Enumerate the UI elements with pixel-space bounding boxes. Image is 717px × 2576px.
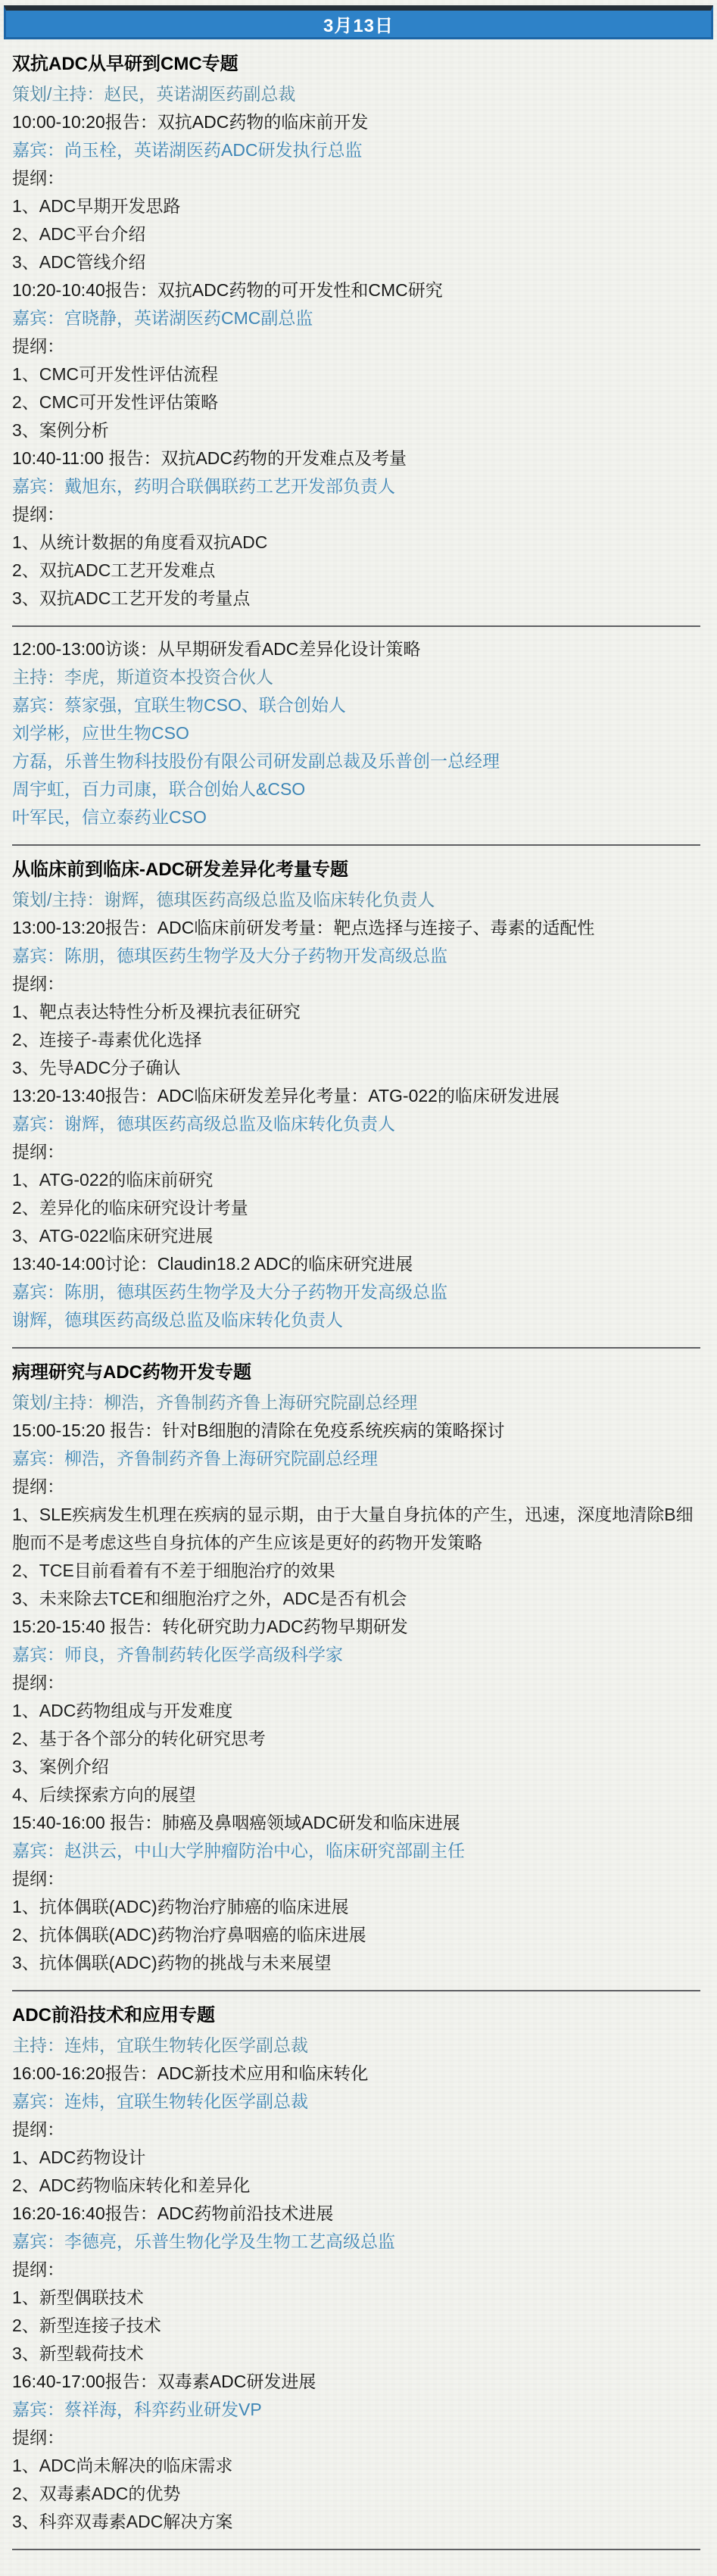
guest-line: 嘉宾：赵洪云，中山大学肿瘤防治中心，临床研究部副主任 <box>12 1841 465 1860</box>
guest-line: 嘉宾：连炜，宜联生物转化医学副总裁 <box>12 2091 308 2111</box>
guest-line: 嘉宾：陈朋，德琪医药生物学及大分子药物开发高级总监 <box>12 946 447 965</box>
outline-label: 提纲： <box>12 504 64 524</box>
outline-item: 3、科弈双毒素ADC解决方案 <box>12 2512 233 2531</box>
outline-item: 3、未来除去TCE和细胞治疗之外，ADC是否有机会 <box>12 1589 407 1608</box>
talk-time-title: 13:20-13:40报告：ADC临床研发差异化考量：ATG-022的临床研发进展 <box>12 1086 560 1106</box>
agenda-content <box>0 39 717 2550</box>
outline-item: 3、案例分析 <box>12 420 109 440</box>
outline-item: 2、ADC平台介绍 <box>12 224 146 244</box>
guest-line: 嘉宾：戴旭东，药明合联偶联药工艺开发部负责人 <box>12 476 395 496</box>
outline-item: 3、ATG-022临床研究进展 <box>12 1226 214 1246</box>
outline-item: 2、连接子-毒素优化选择 <box>12 1030 202 1049</box>
host-line: 策划/主持：柳浩，齐鲁制药齐鲁上海研究院副总经理 <box>12 1392 418 1412</box>
talk-time-title: 16:00-16:20报告：ADC新技术应用和临床转化 <box>12 2063 369 2083</box>
outline-label: 提纲： <box>12 2428 64 2447</box>
talk-time-title: 16:20-16:40报告：ADC药物前沿技术进展 <box>12 2203 334 2223</box>
host-line: 主持：连炜，宜联生物转化医学副总裁 <box>12 2035 308 2055</box>
guest-line: 嘉宾：蔡祥海，科弈药业研发VP <box>12 2400 262 2419</box>
guest-line: 嘉宾：李德亮，乐普生物化学及生物工艺高级总监 <box>12 2231 395 2251</box>
outline-item: 1、从统计数据的角度看双抗ADC <box>12 532 268 552</box>
guest-line: 嘉宾：陈朋，德琪医药生物学及大分子药物开发高级总监 <box>12 1282 447 1302</box>
outline-item: 2、双毒素ADC的优势 <box>12 2484 181 2503</box>
outline-item: 2、差异化的临床研究设计考量 <box>12 1198 248 1218</box>
outline-item: 2、抗体偶联(ADC)药物治疗鼻咽癌的临床进展 <box>12 1925 366 1944</box>
outline-item: 1、靶点表达特性分析及裸抗表征研究 <box>12 1002 301 1021</box>
talk-time-title: 10:20-10:40报告：双抗ADC药物的可开发性和CMC研究 <box>12 280 443 300</box>
outline-label: 提纲： <box>12 1142 64 1162</box>
outline-label: 提纲： <box>12 336 64 356</box>
outline-item: 1、ADC药物设计 <box>12 2147 146 2167</box>
talk-time-title: 15:40-16:00 报告：肺癌及鼻咽癌领域ADC研发和临床进展 <box>12 1813 460 1832</box>
talk-time-title: 15:00-15:20 报告：针对B细胞的清除在免疫系统疾病的策略探讨 <box>12 1421 505 1440</box>
outline-label: 提纲： <box>12 974 64 993</box>
guest-line: 谢辉，德琪医药高级总监及临床转化负责人 <box>12 1310 343 1330</box>
outline-item: 3、先导ADC分子确认 <box>12 1058 181 1077</box>
section-divider <box>12 2549 700 2550</box>
outline-item: 1、ADC早期开发思路 <box>12 196 181 216</box>
date-header-bar <box>4 5 713 39</box>
guest-line: 嘉宾：谢辉，德琪医药高级总监及临床转化负责人 <box>12 1114 395 1134</box>
outline-item: 4、后续探索方向的展望 <box>12 1785 196 1804</box>
talk-time-title: 10:40-11:00 报告：双抗ADC药物的开发难点及考量 <box>12 448 407 468</box>
outline-item: 3、ADC管线介绍 <box>12 252 146 272</box>
section-divider <box>12 625 700 627</box>
talk-time-title: 15:20-15:40 报告：转化研究助力ADC药物早期研发 <box>12 1617 408 1636</box>
guest-line: 嘉宾：宫晓静，英诺湖医药CMC副总监 <box>12 308 313 328</box>
outline-item: 2、新型连接子技术 <box>12 2316 161 2335</box>
talk-time-title: 10:00-10:20报告：双抗ADC药物的临床前开发 <box>12 112 369 132</box>
outline-item: 1、新型偶联技术 <box>12 2288 144 2307</box>
date-header-label: 3月13日 <box>323 16 394 36</box>
outline-item: 1、CMC可开发性评估流程 <box>12 364 219 384</box>
guest-line: 嘉宾：师良，齐鲁制药转化医学高级科学家 <box>12 1645 343 1664</box>
session-title: ADC前沿技术和应用专题 <box>12 2005 215 2026</box>
outline-item: 1、SLE疾病发生机理在疾病的显示期，由于大量自身抗体的产生，迅速，深度地清除B细胞而不是考虑这些自身抗体的产生应该是更好的药物开发策略 <box>12 1505 694 1552</box>
guest-line: 周宇虹，百力司康，联合创始人&CSO <box>12 779 306 799</box>
section-divider <box>12 1990 700 1991</box>
talk-time-title: 16:40-17:00报告：双毒素ADC研发进展 <box>12 2372 316 2391</box>
session-title: 双抗ADC从早研到CMC专题 <box>12 54 238 74</box>
guest-line: 叶军民，信立泰药业CSO <box>12 807 207 827</box>
outline-label: 提纲： <box>12 2259 64 2279</box>
guest-line: 嘉宾：尚玉栓，英诺湖医药ADC研发执行总监 <box>12 140 363 160</box>
outline-item: 1、ADC尚未解决的临床需求 <box>12 2456 233 2475</box>
talk-time-title: 13:00-13:20报告：ADC临床前研发考量：靶点选择与连接子、毒素的适配性 <box>12 918 595 937</box>
section-divider <box>12 1347 700 1349</box>
outline-item: 1、ATG-022的临床前研究 <box>12 1170 214 1190</box>
talk-time-title: 12:00-13:00访谈：从早期研发看ADC差异化设计策略 <box>12 639 421 659</box>
guest-line: 刘学彬，应世生物CSO <box>12 723 189 743</box>
section-divider <box>12 844 700 846</box>
outline-item: 3、抗体偶联(ADC)药物的挑战与未来展望 <box>12 1953 332 1973</box>
session-title: 病理研究与ADC药物开发专题 <box>12 1362 251 1383</box>
outline-item: 3、案例介绍 <box>12 1757 109 1776</box>
session-title: 从临床前到临床-ADC研发差异化考量专题 <box>12 859 348 880</box>
outline-label: 提纲： <box>12 168 64 188</box>
outline-item: 2、CMC可开发性评估策略 <box>12 392 219 412</box>
outline-item: 2、基于各个部分的转化研究思考 <box>12 1729 266 1748</box>
outline-item: 1、抗体偶联(ADC)药物治疗肺癌的临床进展 <box>12 1897 349 1916</box>
guest-line: 嘉宾：蔡家强，宜联生物CSO、联合创始人 <box>12 695 346 715</box>
host-line: 策划/主持：赵民，英诺湖医药副总裁 <box>12 84 296 104</box>
outline-label: 提纲： <box>12 1869 64 1888</box>
outline-item: 3、新型载荷技术 <box>12 2344 144 2363</box>
outline-item: 1、ADC药物组成与开发难度 <box>12 1701 233 1720</box>
guest-line: 嘉宾：柳浩，齐鲁制药齐鲁上海研究院副总经理 <box>12 1449 378 1468</box>
outline-item: 2、ADC药物临床转化和差异化 <box>12 2175 251 2195</box>
talk-time-title: 13:40-14:00讨论：Claudin18.2 ADC的临床研究进展 <box>12 1254 413 1274</box>
outline-label: 提纲： <box>12 1477 64 1496</box>
host-line: 策划/主持：谢辉，德琪医药高级总监及临床转化负责人 <box>12 890 435 909</box>
guest-line: 方磊，乐普生物科技股份有限公司研发副总裁及乐普创一总经理 <box>12 751 500 771</box>
outline-item: 3、双抗ADC工艺开发的考量点 <box>12 588 251 608</box>
outline-item: 2、双抗ADC工艺开发难点 <box>12 560 216 580</box>
host-line: 主持：李虎，斯道资本投资合伙人 <box>12 667 273 687</box>
outline-label: 提纲： <box>12 1673 64 1692</box>
outline-label: 提纲： <box>12 2119 64 2139</box>
outline-item: 2、TCE目前看着有不差于细胞治疗的效果 <box>12 1561 335 1580</box>
